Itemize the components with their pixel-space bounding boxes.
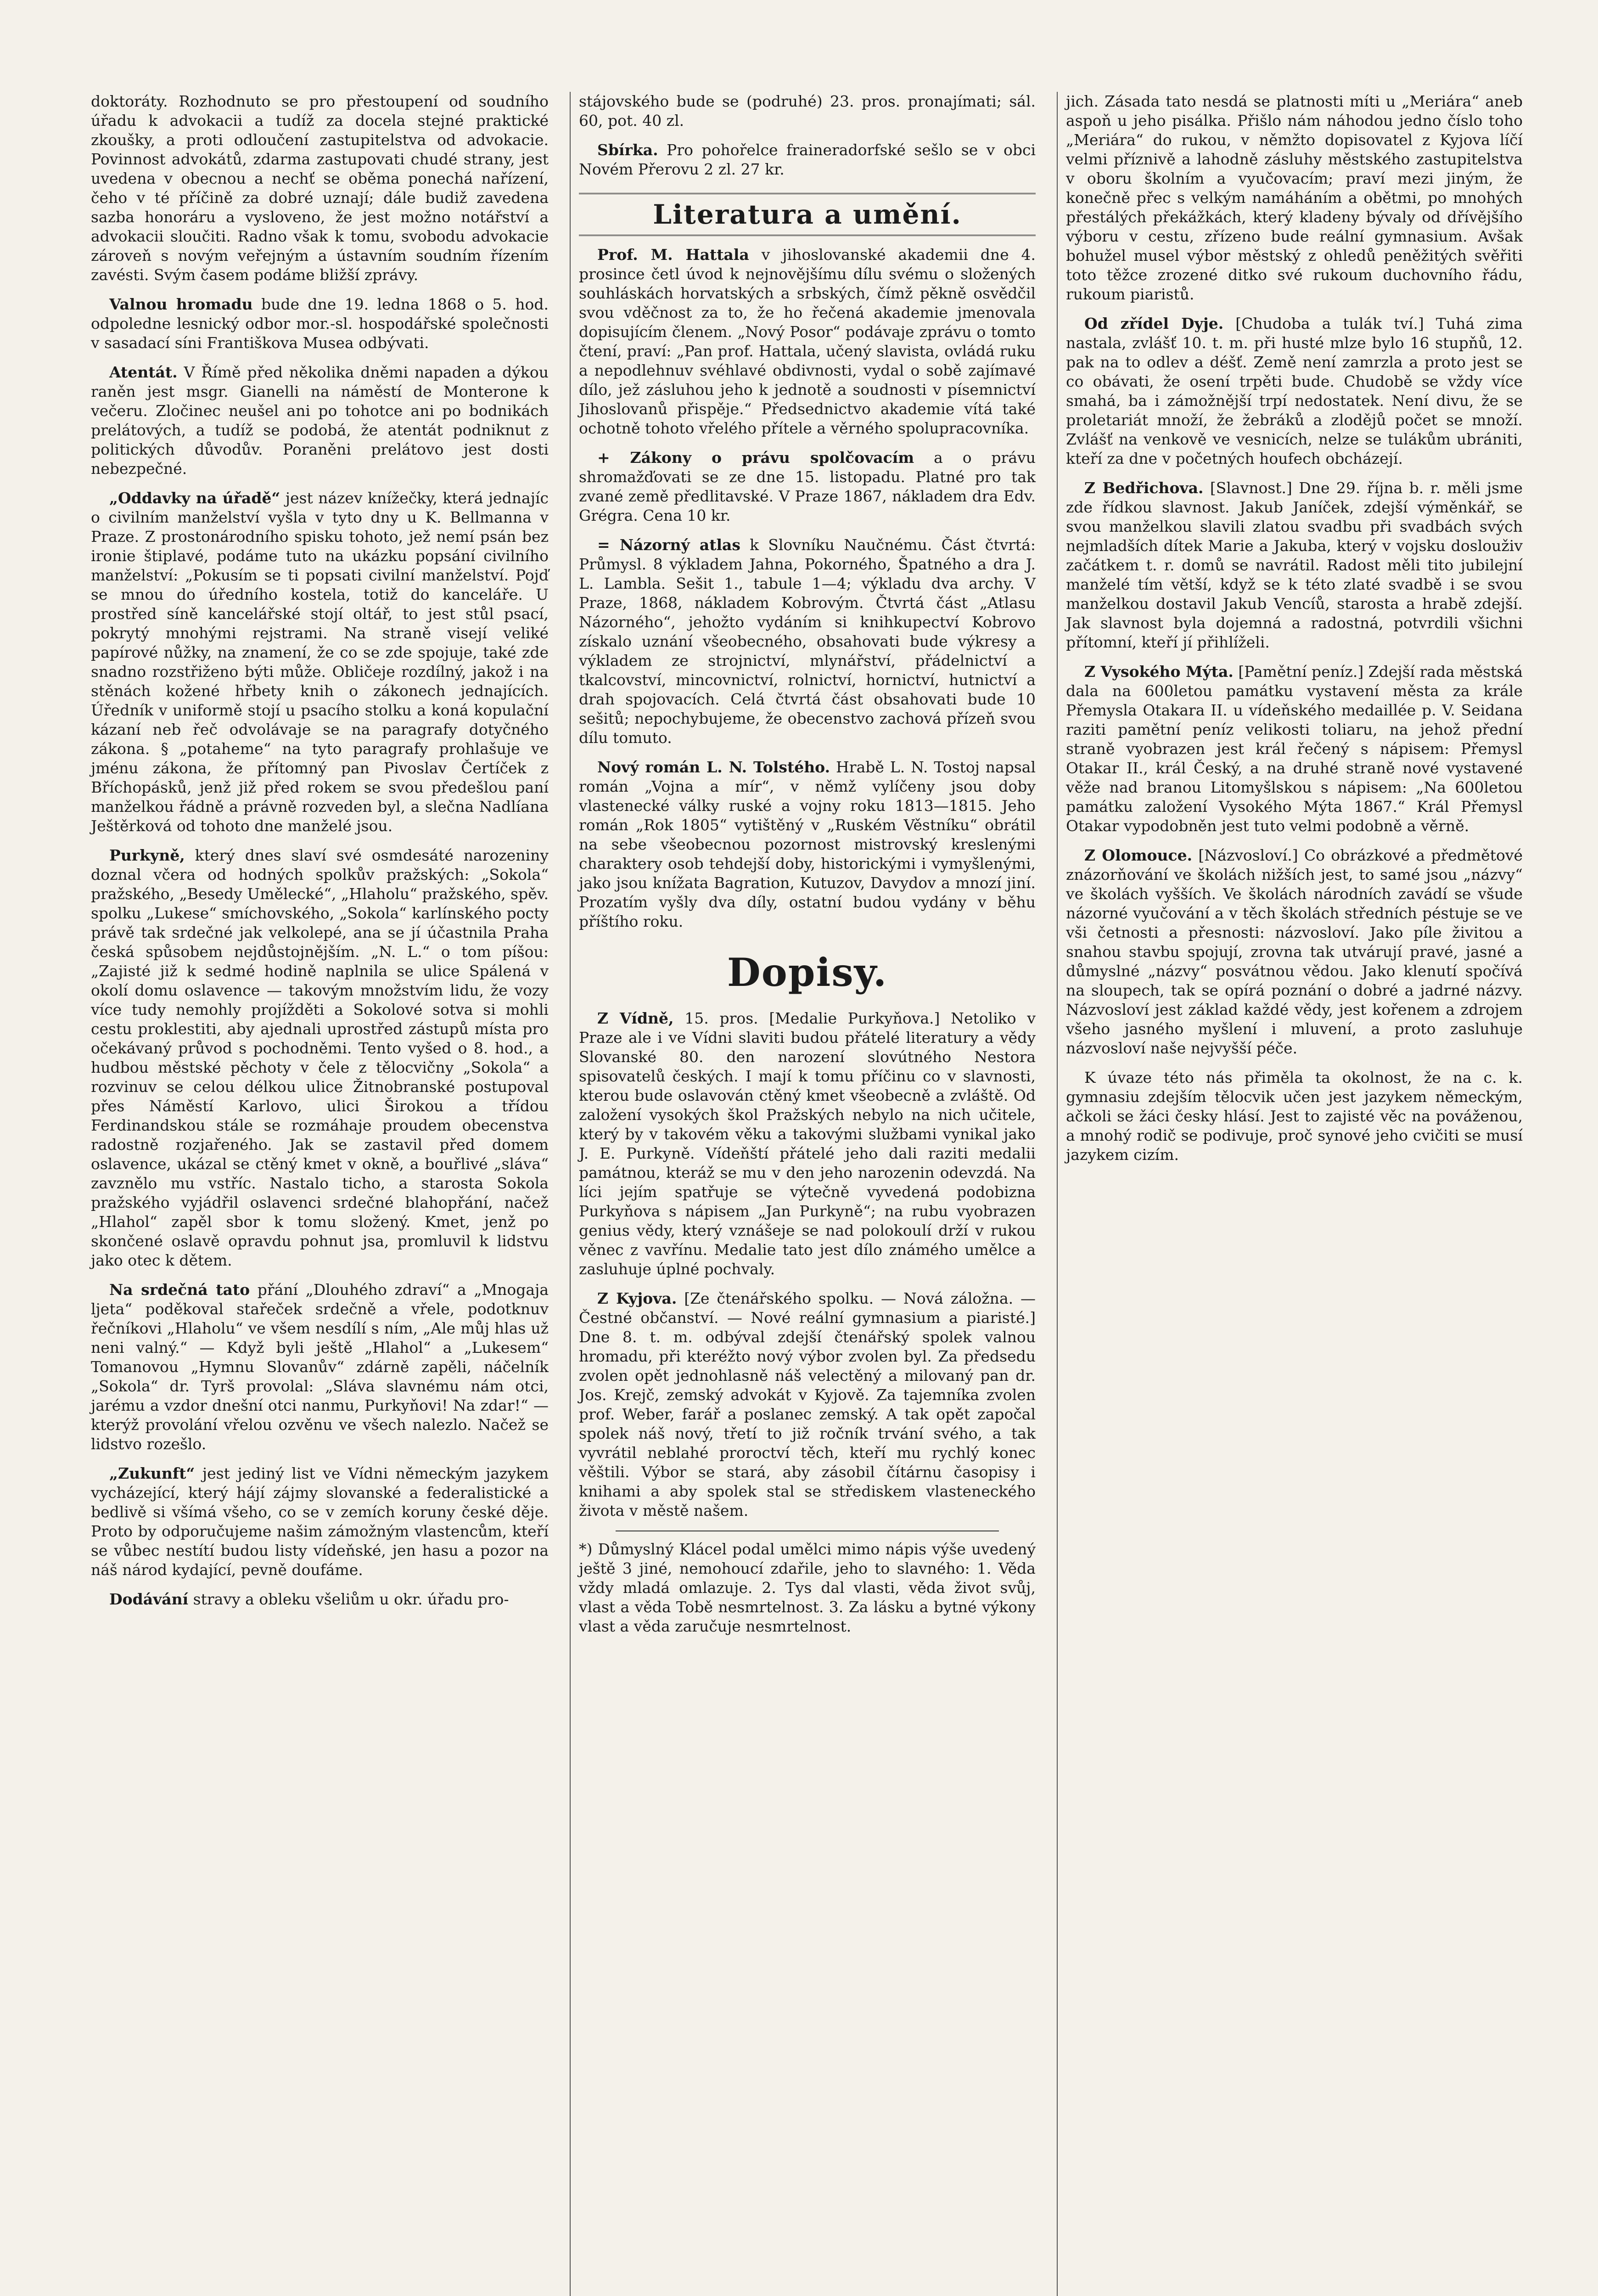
paragraph [1066,846,1523,1058]
paragraph [91,363,549,478]
paragraph [1066,478,1523,652]
column-2 [570,92,1044,2296]
paragraph-lead: Na srdečná tato [109,1281,250,1299]
paragraph-lead: Prof. M. Hattala [597,246,749,264]
paragraph-lead: Z Bedřichova. [1084,479,1204,497]
paragraph-text: doktoráty. Rozhodnuto se pro přestoupení od soudního úřadu k advokacii a tudíž za docela stejné praktické zkoušky, a proti odloučení zastupitelstva od advokacie. Povinnost advokátů, zdarma zastupovati chudé strany, jest uvedena v obecnou a nechť se oběma ponechá nařízení, čeho v té příčině za dobré uznají; dále budiž zavedena sazba honoráru a vysloveno, že jest možno notářství a advokacii sloučiti. Radno však k tomu, svobodu advokacie zároveň s novým veřejným a ústavním soudním řízením zavésti. Svým časem podáme bližší zprávy. [91,92,549,284]
paragraph [579,448,1036,525]
paragraph-lead: Sbírka. [597,141,658,159]
paragraph-lead: Z Olomouce. [1084,846,1193,864]
column-layout [83,92,1529,2296]
paragraph-lead: Nový román L. N. Tolstého. [597,758,830,776]
paragraph-lead: Od zřídel Dyje. [1084,315,1224,332]
paragraph-lead: Dodávání [109,1590,189,1608]
paragraph-text: Hrabě L. N. Tostoj napsal román „Vojna a mír“, v němž vylíčeny jsou doby vlastenecké války ruské a vojny roku 1813—1815. Jeho román „Rok 1805“ vytištěný v „Ruském Věstníku“ obrátil na sebe všeobecnou pozornost mistrovský kreslenými charaktery osob tehdejší doby, historickými i vymyšlenými, jako jsou knížata Bagration, Kutuzov, Davydov a mnozí jiní. Prozatím vyšly dva díly, ostatní budou vydány v běhu příštího roku. [579,758,1036,930]
paragraph-text: [Názvosloví.] Co obrázkové a předmětové znázorňování ve školách nižších jest, to samé jsou „názvy“ ve školách vyšších. Ve školách národních zavádí se všude názorné vyučování a v těch školách středních péstuje se ve vši četnosti a přesnosti: názvosloví. Jako píle živitou a snahou stavbu spojují, zrovna tak utvárují pravé, jasné a důmyslné „názvy“ posvátnou vědou. Jako klenutí spočívá na sloupech, tak se opírá poznání o dobré a jadrné názvy. Názvosloví jest základ každé vědy, jest kořenem a zdrojem všeho jasného myšlení i mluvení, a proto zasluhuje názvosloví naše nejvyšší péče. [1066,846,1523,1057]
paragraph-text: [Ze čtenářského spolku. — Nová záložna. — Čestné občanství. — Nové reální gymnasium a piaristé.] Dne 8. t. m. odbýval zdejší čtenářský spolek valnou hromadu, při kteréžto nový výbor zvolen byl. Za předsedu zvolen opět jednohlasně náš velectěný a milovaný pan dr. Jos. Krejč, zemský advokát v Kyjově. Za tajemníka zvolen prof. Weber, farář a poslanec zemský. A tak opět započal spolek náš nový, třetí to již ročník trvání svého, a tak vyvrátil neblahé proroctví těch, kteří mu rychlý konec věštili. Výbor se stará, aby zásobil čítárnu časopisy i knihami a aby spolek stal se střediskem vlasteneckého života v městě našem. [579,1289,1036,1519]
paragraph [579,1289,1036,1520]
paragraph-lead: Z Vídně, [597,1009,674,1027]
section-heading-letters: Dopisy. [727,950,888,995]
paragraph [91,846,549,1270]
paragraph-text: stravy a obleku všeliům u okr. úřadu pro- [193,1590,509,1608]
paragraph-text: bude dne 19. ledna 1868 o 5. hod. odpoledne lesnický odbor mor.-sl. hospodářské společnosti v sasadací síni Františkova Musea odbývati. [91,295,549,352]
paragraph-text: přání „Dlouhého zdraví“ a „Mnogaja ljeta“ poděkoval stařeček srdečně a vřele, podotknuv řečníkovi „Hlaholu“ ve všem nesdílí s ním, „Ale můj hlas už neni valný.“ — Když byli ještě „Hlahol“ a „Lukesem“ Tomanovou „Hymnu Slovanův“ zdárně zapěli, náčelník „Sokola“ dr. Tyrš provolal: „Sláva slavnému nám otci, jarému a vzdor dnešní otci nanmu, Purkyňovi! Na zdar!“ — kterýž provolání vřelou ozvěnu ve všech nalezlo. Načež se lidstvo rozešlo. [91,1281,549,1453]
paragraph [91,1590,549,1609]
paragraph-text: jich. Zásada tato nesdá se platnosti míti u „Meriára“ aneb aspoň u jeho pisálka. Přišlo nám náhodou jedno číslo toho „Meriára“ do rukou, v němžto dopisovatel z Kyjova líčí velmi příznivě a lahodně zásluhy městského zastupitelstva v oboru školním a vyučovacím; praví mezi jiným, že konečně přec s velkým namáháním a obětmi, po mnohých přestálých překážkách, který kladeny bývaly od dřívějšího výboru v cestu, zřízeno bude reální gymnasium. Avšak bohužel musel výbor městský z ohledů peněžitých svěřiti toto těžce zrozené ditko své rukoum duchovního řádu, rukoum piaristů. [1066,92,1523,303]
column-3 [1057,92,1531,2296]
section-heading-literature: Literatura a umění. [579,193,1036,236]
paragraph-text: [Chudoba a tulák tví.] Tuhá zima nastala, zvlášť 10. t. m. při husté mlze bylo 16 stupňů, 12. pak na to odlev a déšť. Země není zamrzla a proto jest se co obávati, že osení trpěti bude. Chudobě se vždy více smahá, ba i zámožnější trpí nedostatek. Není divu, že se proletariát množí, že žebráků a zlodějů počet se množí. Zvlášť na venkově ve vesnicích, nelze se tulákům ubrániti, kteří za dne v početných houfech obcházejí. [1066,315,1523,467]
paragraph-text: K úvaze této nás přiměla ta okolnost, že na c. k. gymnasiu zdejším tělocvik učen jest jazykem německým, ačkoli se žáci česky hlásí. Jest to zajisté věc na pováženou, a mnohý rodič se podivuje, proč synové jeho cvičiti se musí jazykem cizím. [1066,1069,1523,1164]
paragraph-text: 15. pros. [Medalie Purkyňova.] Netoliko v Praze ale i ve Vídni slaviti budou přátelé literatury a vědy Slovanské 80. den narození slovútného Nestora spisovatelů českých. I mají k tomu příčinu co v slavnosti, kterou bude oslavován ctěný kmet všeobecně a zvláště. Od založení vysokých škol Pražských nebylo na nich učitele, který by v takovém věku a takovými službami vynikal jako J. E. Purkyně. Vídeňští přátelé jeho dali raziti medalii památnou, kteráž se mu v den jeho narozenin odevzdá. Na líci jejím spatřuje se výtečně vyvedená podobizna Purkyňova s nápisem „Jan Purkyně“; na rubu vyobrazen genius vědy, který vznášeje se nad polokoulí drží v rukou věnec z vavřínu. Medalie tato jest dílo známého umělce a zasluhuje úplné pochvaly. [579,1009,1036,1278]
paragraph [1066,314,1523,468]
paragraph-text: k Slovníku Naučnému. Část čtvrtá: Průmysl. 8 výkladem Jahna, Pokorného, Špatného a dra J. L. Lambla. Sešit 1., tabule 1—4; výkladu dva archy. V Praze, 1868, nákladem Kobrovým. Čtvrtá část „Atlasu Názorného“, jehožto vydáním si knihkupectví Kobrovo získalo uznání všeobecného, obsahovati bude výkresy a výkladem ze strojnictví, mlynářství, přádelnictví a tkalcovství, mincovnictví, rolnictví, hornictví, hutnictví a drah spojovacích. Celá čtvrtá část obsahovati bude 10 sešitů; nepochybujeme, že obecenstvo zachová přízeň svou dílu tomuto. [579,536,1036,747]
paragraph-text: [Pamětní peníz.] Zdejší rada městská dala na 600letou památku vystavení města za krále Přemysla Otakara II. u vídeňského medaillée p. V. Seidana raziti pamětní peníz velikosti toliaru, na jehož přední straně vyobrazen jest král řečený s nápisem: Přemysl Otakar II., král Český, a na druhé straně nové vystavené věže nad branou Litomyšlskou s nápisem: „Na 600letou památku založení Vysokého Mýta 1867.“ Král Přemysl Otakar vypodobněn jest tuto velmi podobně a věrně. [1066,663,1523,835]
paragraph [1066,92,1523,304]
paragraph-lead: Valnou hromadu [109,295,253,313]
paragraph-lead: Z Kyjova. [597,1289,677,1307]
paragraph-text: Pro pohořelce fraineradorfské sešlo se v obci Novém Přerovu 2 zl. 27 kr. [579,141,1036,178]
paragraph [579,758,1036,931]
paragraph [579,1009,1036,1279]
column-1 [83,92,557,2296]
paragraph [579,92,1036,130]
paragraph-lead: „Oddavky na úřadě“ [109,489,280,507]
paragraph [91,295,549,353]
footnote: *) Důmyslný Klácel podal umělci mimo nápis výše uvedený ještě 3 jiné, nemohoucí zdařile, jeho to slavného: 1. Věda vždy mladá omlazuje. 2. Tys dal vlasti, věda život svůj, vlast a věda Tobě nesmrtelnost. 3. Za lásku a bytné výkony vlast a věda zaručuje nesmrtelnost. [579,1540,1036,1635]
paragraph-text: jest jediný list ve Vídni německým jazykem vycházející, který hájí zájmy slovanské a federalistické a bedlivě si všímá všeho, co se v zemích koruny české děje. Proto by odporučujeme našim zámožným vlastencům, kteří se vůbec nestítí budou listy vídeňské, jen hasu a pozor na náš národ kydající, pevně doufáme. [91,1464,549,1579]
paragraph [1066,1068,1523,1165]
paragraph-text: a o právu shromažďovati se ze dne 15. listopadu. Platné pro tak zvané země předlitavské. V Praze 1867, nákladem dra Edv. Grégra. Cena 10 kr. [579,449,1036,524]
paragraph-text: který dnes slaví své osmdesáté narozeniny doznal včera od hodných spolkův pražských: „Sokola“ pražského, „Besedy Umělecké“, „Hlaholu“ pražského, spěv. spolku „Lukese“ smíchovského, „Sokola“ karlínského pocty právě tak srdečné jak velkolepé, ana se jí účastnila Praha česká spůsobem nejdůstojnějším. „N. L.“ o tom píšou: „Zajisté již k sedmé hodině naplnila se ulice Spálená v okolí domu oslavence — takovým množstvím lidu, že vozy více tudy nemohly projížděti a Sokolové sotva si mohli cestu proklestiti, aby ajednali uprostřed zástupů místa pro očekávaný průvod s pochodněmi. Tento vyšed o 8. hod., a hudbou městské pěchoty v čele z tělocvičny „Sokola“ a rozvinuv se celou délkou ulice Žitnobranské postupoval přes Náměstí Karlovo, ulici Širokou a třídou Ferdinandskou stále se rozmáhaje proudem obecenstva radostně rozjařeného. Jak se zastavil před domem oslavence, ukázal se ctěný kmet v okně, a bouřlivé „sláva“ zavznělo mu vstříc. Nastalo ticho, a starosta Sokola pražského vyjádřil oslavenci srdečné blahopřání, načež „Hlahol“ zapěl sbor k tomu složený. Kmet, jenž po skončené oslavě opravdu pohnut jsa, promluvil k lidstvu jako otec k dětem. [91,846,549,1269]
paragraph-text: v jihoslovanské akademii dne 4. prosince četl úvod k nejnovějšímu dílu svému o složených souhláskách horvatských a srbských, čímž pěkně osvědčil svou vděčnost za to, že ho řečená akademie jmenovala dopisujícím členem. „Nový Posor“ podávaje zprávu o tomto čtení, praví: „Pan prof. Hattala, učený slavista, ovládá ruku a nepodlehnuv svéhlavé obdivnosti, vydal o sobě zajímavé dílo, jež zásluhou jeho k jednotě a soudnosti v písemnictví Jihoslovanů přispěje.“ Předsednictvo akademie vítá také ochotně tohoto vřelého přítele a věrného spolupracovníka. [579,246,1036,437]
paragraph-lead: Atentát. [109,363,178,381]
paragraph-lead: Purkyně, [109,846,185,864]
paragraph-lead: Z Vysokého Mýta. [1084,663,1234,681]
paragraph-lead: „Zukunft“ [109,1464,195,1482]
paragraph-text: [Slavnost.] Dne 29. října b. r. měli jsme zde řídkou slavnost. Jakub Janíček, zdejší výměnkář, se svou manželkou slavili zlatou svadbu při svadbách svých nejmladších dítek Marie a Jakuba, který v vojsku doslouživ začátkem t. r. domů se navrátil. Radost měli tito jubilejní manželé tím větší, když se k této zlaté svadbě i se svou manželkou dostavil Jakub Vencíů, starosta a hrabě zdejší. Jak slavnost byla dojemná a radostná, potvrdili všichni přítomní, kteří jí přihlíželi. [1066,479,1523,651]
paragraph-text: stájovského bude se (podruhé) 23. pros. pronajímati; sál. 60, pot. 40 zl. [579,92,1036,129]
paragraph [91,489,549,836]
paragraph-lead: + Zákony o právu spolčovacím [597,449,914,467]
paragraph-text: jest název knížečky, která jednajíc o civilním manželství vyšla v tyto dny u K. Bellmanna v Praze. Z prostonárodního spisku tohoto, jež nemí psán bez ironie štiplavé, podáme tuto na ukázku popsání civilního manželství: „Pokusím se ti popsati civilní manželství. Pojď se mnou do úředního kostela, totiž do kanceláře. U prostřed síně kancelářské stojí oltář, to jest stůl psací, pokrytý mnohými rejstrami. Na straně visejí veliké papírové nůžky, na znamení, že co se zde spojuje, také zde snadno rozstřiženo býti může. Obličeje rozdílný, jakož i na stěnách kožené hřbety knih o zákonech jednajících. Úředník v uniformě stojí u psacího stolku a koná kopulační kázaní neb řeč odvolávaje se na paragrafy dotyčného zákona. § „potaheme“ na tyto paragrafy prohlašuje ve jménu zákona, že přítomný pan Pivoslav Čertíček z Bříchopásků, jenž již před rokem se svou předešlou paní manželkou řádně a právně rozveden byl, a slečna Nadlíana Ještěrková od tohoto dne manželé jsou. [91,489,549,835]
paragraph [91,1464,549,1580]
paragraph [91,92,549,285]
paragraph [579,141,1036,179]
paragraph-lead: = Názorný atlas [597,536,740,554]
paragraph [91,1280,549,1454]
paragraph-text: V Římě před několika dněmi napaden a dýkou raněn jest msgr. Gianelli na náměstí de Monterone k večeru. Zločinec neušel ani po tohotce ani po bodnikách prelátových, a tudíž se podobá, že atentát podniknut z politických důvodův. Poraněni prelátovo jest dosti nebezpečné. [91,363,549,478]
paragraph [579,245,1036,438]
paragraph [579,535,1036,748]
paragraph [1066,662,1523,836]
